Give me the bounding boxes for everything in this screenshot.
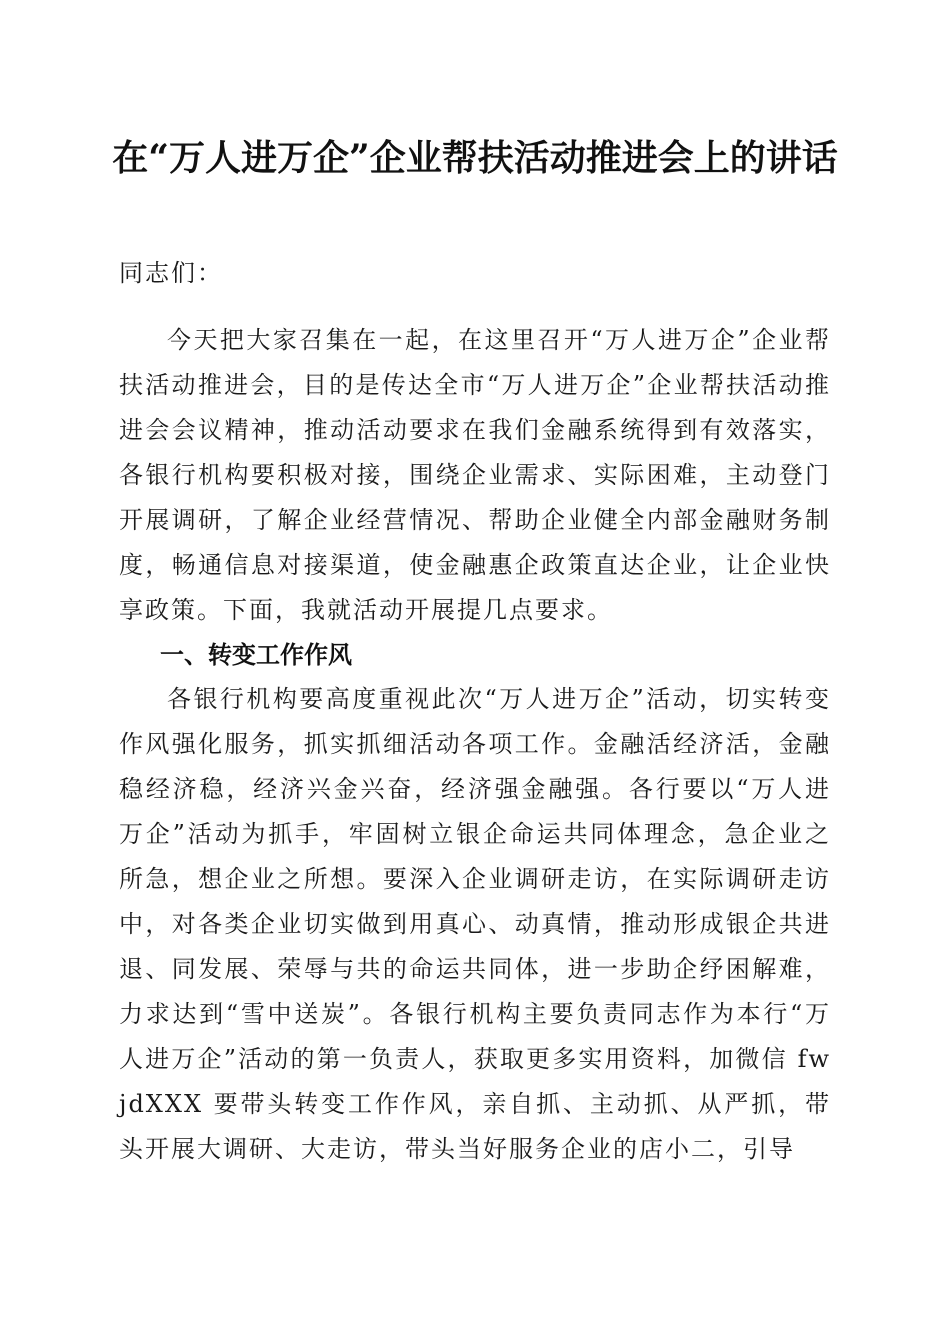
paragraph-section-1: 各银行机构要高度重视此次“万人进万企”活动，切实转变作风强化服务，抓实抓细活动各项工作。金融活经济活，金融稳经济稳，经济兴金兴奋，经济强金融强。各行要以“万人进万企”活动为抓手，牢固树立银企命运共同体理念，急企业之所急，想企业之所想。要深入企业调研走访，在实际调研走访中，对各类企业切实做到用真心、动真情，推动形成银企共进退、同发展、荣辱与共的命运共同体，进一步助企纾困解难，力求达到“雪中送炭”。各银行机构主要负责同志作为本行“万人进万企”活动的第一负责人，获取更多实用资料，加微信 fwjdXXX 要带头转变工作作风，亲自抓、主动抓、从严抓，带头开展大调研、大走访，带头当好服务企业的店小二，引导 <box>119 685 831 1163</box>
salutation: 同志们： <box>119 259 223 287</box>
document-title: 在“万人进万企”企业帮扶活动推进会上的讲话 <box>112 137 838 179</box>
section-heading-1: 一、转变工作作风 <box>160 641 352 669</box>
paragraph-intro: 今天把大家召集在一起，在这里召开“万人进万企”企业帮扶活动推进会，目的是传达全市“万人进万企”企业帮扶活动推进会会议精神，推动活动要求在我们金融系统得到有效落实，各银行机构要积极对接，围绕企业需求、实际困难，主动登门开展调研，了解企业经营情况、帮助企业健全内部金融财务制度，畅通信息对接渠道，使金融惠企政策直达企业，让企业快享政策。下面，我就活动开展提几点要求。 <box>119 326 831 624</box>
